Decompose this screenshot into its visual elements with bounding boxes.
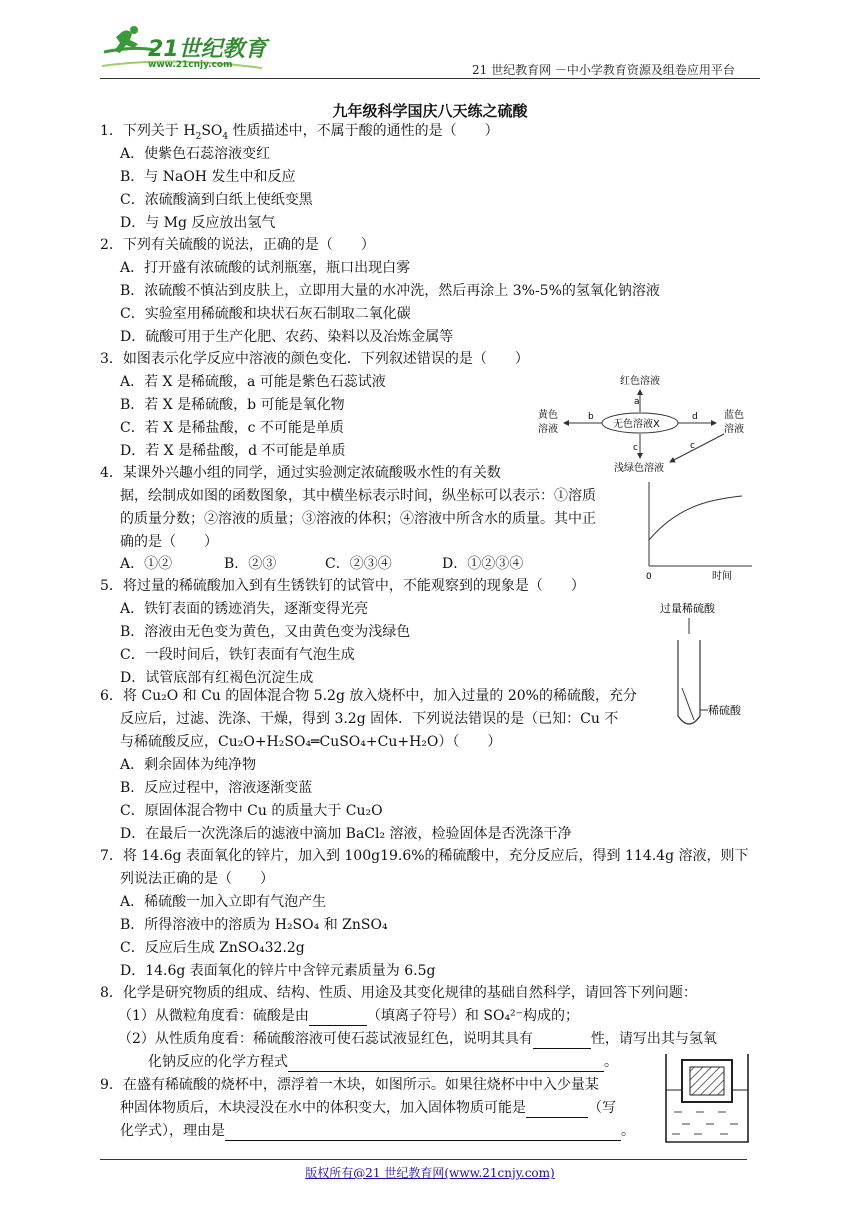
header-site-name: 21 世纪教育网 －中小学教育资源及组卷应用平台	[472, 63, 735, 77]
q3-option-d: D．若 X 是稀盐酸，d 不可能是单质	[120, 443, 346, 459]
q8-part1: （1）从微粒角度看：硫酸是由 （填离子符号）和 SO₄²⁻构成的；	[118, 1008, 580, 1024]
q7-stem-line2: 列说法正确的是（ ）	[120, 871, 274, 887]
q4-option-c: C．②③④	[325, 556, 392, 572]
q3-option-c: C．若 X 是稀盐酸，c 不可能是单质	[120, 420, 344, 436]
q9-blank-formula[interactable]	[526, 1103, 588, 1118]
q3-stem: 3．如图表示化学反应中溶液的颜色变化．下列叙述错误的是（ ）	[100, 351, 529, 367]
q4-stem-line2: 据，绘制成如图的函数图象，其中横坐标表示时间，纵坐标可以表示：①溶质	[120, 488, 596, 504]
q8-blank-ion[interactable]	[309, 1011, 367, 1026]
q3-color-change-diagram	[530, 370, 760, 480]
q4-stem-line4: 确的是（ ）	[120, 534, 218, 550]
q3-right-label-2: 溶液	[724, 424, 744, 435]
q9-stem-line3: 化学式），理由是 。	[120, 1123, 635, 1139]
q6-stem-line3: 与稀硫酸反应，Cu₂O+H₂SO₄═CuSO₄+Cu+H₂O）（ ）	[120, 734, 502, 750]
q1-option-c: C．浓硫酸滴到白纸上使纸变黑	[120, 192, 313, 208]
q3-option-b: B．若 X 是稀硫酸，b 可能是氧化物	[120, 397, 345, 413]
q3-arrow-c2	[670, 434, 724, 462]
page-title: 九年级科学国庆八天练之硫酸	[332, 102, 528, 120]
q5-test-tube-diagram	[648, 598, 758, 734]
q2-option-b: B．浓硫酸不慎沾到皮肤上，立即用大量的水冲洗，然后再涂上 3%-5%的氢氧化钠溶液	[120, 283, 660, 299]
q5-option-b: B．溶液由无色变为黄色，又由黄色变为浅绿色	[120, 624, 411, 640]
q3-label-d: d	[692, 412, 698, 422]
q9-beaker-diagram	[660, 1050, 756, 1146]
q1-stem: 1．下列关于 $H_2SO_4$ 性质描述中，不属于酸的通性的是（ ）	[100, 123, 499, 142]
q4-option-b: B．②③	[224, 556, 277, 572]
q6-stem-line1: 6．将 Cu₂O 和 Cu 的固体混合物 5.2g 放入烧杯中，加入过量的 20%的稀硫酸，充分	[100, 688, 637, 704]
q6-option-b: B．反应过程中，溶液逐渐变蓝	[120, 780, 313, 796]
q7-option-c: C．反应后生成 ZnSO₄32.2g	[120, 940, 305, 956]
q5-option-d: D．试管底部有红褐色沉淀生成	[120, 670, 314, 686]
q5-iron-nail	[682, 688, 694, 720]
q5-option-c: C．一段时间后，铁钉表面有气泡生成	[120, 647, 355, 663]
q2-option-c: C．实验室用稀硫酸和块状石灰石制取二氧化碳	[120, 306, 411, 322]
q8-blank-equation[interactable]	[288, 1057, 604, 1072]
q3-top-label: 红色溶液	[620, 376, 660, 387]
q3-option-a: A．若 X 是稀硫酸，a 可能是紫色石蕊试液	[120, 374, 386, 390]
q3-left-label-2: 溶液	[538, 424, 558, 435]
logo-url: www.21cnjy.com	[148, 60, 233, 70]
footer-divider	[100, 1159, 747, 1160]
q3-label-a: a	[634, 397, 640, 407]
q7-option-a: A．稀硫酸一加入立即有气泡产生	[120, 894, 327, 910]
q4-x-label: 时间	[712, 571, 732, 582]
header-divider	[100, 78, 760, 79]
q5-stem: 5．将过量的稀硫酸加入到有生锈铁钉的试管中，不能观察到的现象是（ ）	[100, 578, 585, 594]
q4-option-d: D．①②③④	[442, 556, 524, 572]
q9-stem-line2: 种固体物质后，木块浸没在水中的体积变大，加入固体物质可能是 （写	[120, 1100, 616, 1116]
q5-fig-top-label: 过量稀硫酸	[660, 602, 715, 615]
q2-option-a: A．打开盛有浓硫酸的试剂瓶塞，瓶口出现白雾	[120, 260, 411, 276]
q8-part2-line1: （2）从性质角度看：稀硫酸溶液可使石蕊试液显红色，说明其具有 性，请写出其与氢氧	[118, 1031, 717, 1047]
q8-stem: 8．化学是研究物质的组成、结构、性质、用途及其变化规律的基础自然科学，请回答下列问题：	[100, 985, 697, 1001]
logo-text: 21世纪教育	[148, 37, 267, 62]
q7-stem-line1: 7．将 14.6g 表面氧化的锌片，加入到 100g19.6%的稀硫酸中，充分反应后，得到 114.4g 溶液，则下	[100, 848, 749, 864]
q4-option-a: A．①②	[120, 556, 173, 572]
q4-curve	[649, 496, 742, 540]
q9-blank-reason[interactable]	[225, 1126, 621, 1141]
footer-copyright-link[interactable]: 版权所有@21 世纪教育网(www.21cnjy.com)	[305, 1166, 555, 1180]
q3-label-c2: c	[690, 441, 695, 451]
q9-stem-line1: 9．在盛有稀硫酸的烧杯中，漂浮着一木块，如图所示。如果往烧杯中中入少量某	[100, 1077, 599, 1093]
q9-wood-block-hatch	[690, 1067, 724, 1095]
q5-test-tube	[678, 640, 700, 724]
q9-liquid-dashes	[672, 1112, 738, 1134]
q4-stem-line3: 的质量分数；②溶液的质量；③溶液的体积；④溶液中所含水的质量。其中正	[120, 511, 596, 527]
q1-option-b: B．与 NaOH 发生中和反应	[120, 169, 296, 185]
q6-stem-line2: 反应后，过滤、洗涤、干燥，得到 3.2g 固体．下列说法错误的是（已知：Cu 不	[120, 711, 619, 727]
q3-bottom-label: 浅绿色溶液	[614, 463, 664, 474]
q3-label-c1: c	[633, 443, 638, 453]
q3-center-label: 无色溶液X	[613, 419, 660, 430]
q8-part2-line2: 化钠反应的化学方程式 。	[148, 1054, 618, 1070]
q2-option-d: D．硫酸可用于生产化肥、农药、染料以及冶炼金属等	[120, 329, 454, 345]
q6-option-d: D．在最后一次洗涤后的滤液中滴加 BaCl₂ 溶液，检验固体是否洗涤干净	[120, 826, 572, 842]
q7-option-b: B．所得溶液中的溶质为 H₂SO₄ 和 ZnSO₄	[120, 917, 388, 933]
q2-stem: 2．下列有关硫酸的说法，正确的是（ ）	[100, 237, 375, 253]
q1-option-d: D．与 Mg 反应放出氢气	[120, 215, 276, 231]
q1-option-a: A．使紫色石蕊溶液变红	[120, 146, 271, 162]
q3-right-label-1: 蓝色	[724, 410, 744, 421]
q5-option-a: A．铁钉表面的锈迹消失，逐渐变得光亮	[120, 601, 369, 617]
q8-blank-property[interactable]	[533, 1034, 591, 1049]
q4-stem-line1: 4．某课外兴趣小组的同学，通过实验测定浓硫酸吸水性的有关数	[100, 465, 501, 481]
site-logo	[100, 22, 270, 78]
q6-option-a: A．剩余固体为纯净物	[120, 757, 257, 773]
q3-label-b: b	[588, 412, 594, 422]
q4-function-graph	[636, 478, 756, 584]
q3-left-label-1: 黄色	[538, 410, 558, 421]
q5-fig-side-label: 稀硫酸	[708, 704, 741, 717]
q7-option-d: D．14.6g 表面氧化的锌片中含锌元素质量为 6.5g	[120, 963, 436, 979]
q4-origin-label: 0	[646, 572, 652, 582]
q6-option-c: C．原固体混合物中 Cu 的质量大于 Cu₂O	[120, 803, 383, 819]
